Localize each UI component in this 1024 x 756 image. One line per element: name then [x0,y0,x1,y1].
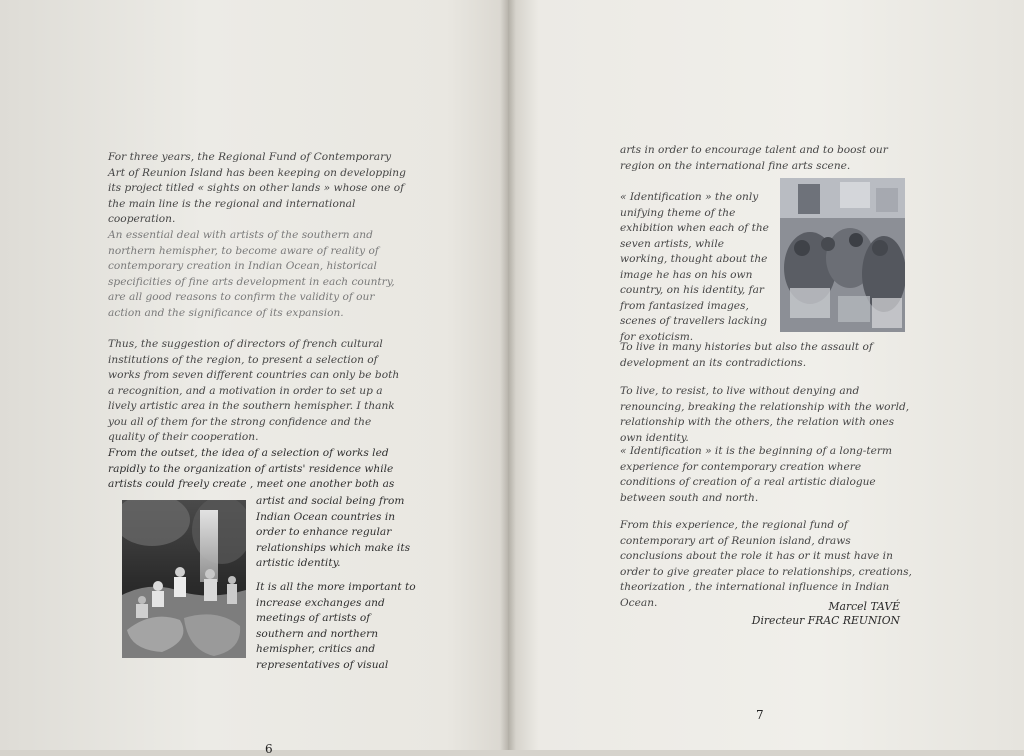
paragraph-intro: For three years, the Regional Fund of Contemporary Art of Reunion Island has been keeping on developping its project titled « sights on other lands » whose one of the main line is the regional and international cooperation. [108,151,406,225]
paragraph-histories: To live in many histories but also the assault of development an its contradictions. [620,341,873,369]
page-number-right: 7 [756,708,764,722]
paragraph-outset: From the outset, the idea of a selection of works led rapidly to the organization of artists' residence while artists could freely create , meet one another both as [108,447,395,490]
page-number-left: 6 [265,742,273,756]
book-gutter [500,0,516,750]
paragraph-suggestion: Thus, the suggestion of directors of french cultural institutions of the region, to present a selection of works from seven different countries can only be both a recognition, and a motivation in order to set up a lively artistic area in the southern hemispher. I thank you all of them for the strong confidence and the quality of their cooperation. [108,338,400,443]
signature-name: Marcel TAVÉ [828,600,900,613]
paragraph-identification: « Identification » the only unifying theme of the exhibition when each of the seven artists, while working, thought about the image he has on his own country, on his identity, far from fantasized images, scenes of travellers lacking for exoticism. [620,191,769,343]
paragraph-beginning: « Identification » it is the beginning of a long-term experience for contemporary creation where conditions of creation of a real artistic dialogue between south and north. [620,445,893,504]
left-page [0,0,508,756]
signature-title: Directeur FRAC REUNION [751,614,900,627]
crowd-gathering-photo [780,178,905,332]
paragraph-exchanges: It is all the more important to increase exchanges and meetings of artists of southern and northern hemispher, critics and representatives of visual [256,581,416,671]
paragraph-deal: An essential deal with artists of the southern and northern hemispher, to become aware of reality of contemporary creation in Indian Ocean, historical specificities of fine arts development in each country, are all good reasons to confirm the validity of our action and the significance of its expansion. [108,229,395,319]
paragraph-experience: From this experience, the regional fund of contemporary art of Reunion island, draws conclusions about the role it has or it must have in order to give greater place to relationships, creations, theorization , the international influence in Indian Ocean. [620,519,912,609]
right-page [508,0,1024,750]
paragraph-resist: To live, to resist, to live without denying and renouncing, breaking the relationship with the world, relationship with the others, the relation with ones own identity. [620,385,910,444]
paragraph-arts: arts in order to encourage talent and to boost our region on the international fine arts scene. [620,144,888,172]
waterfall-group-photo [122,500,246,658]
paragraph-outset-continued: artist and social being from Indian Ocean countries in order to enhance regular relationships which make its artistic identity. [256,495,411,569]
